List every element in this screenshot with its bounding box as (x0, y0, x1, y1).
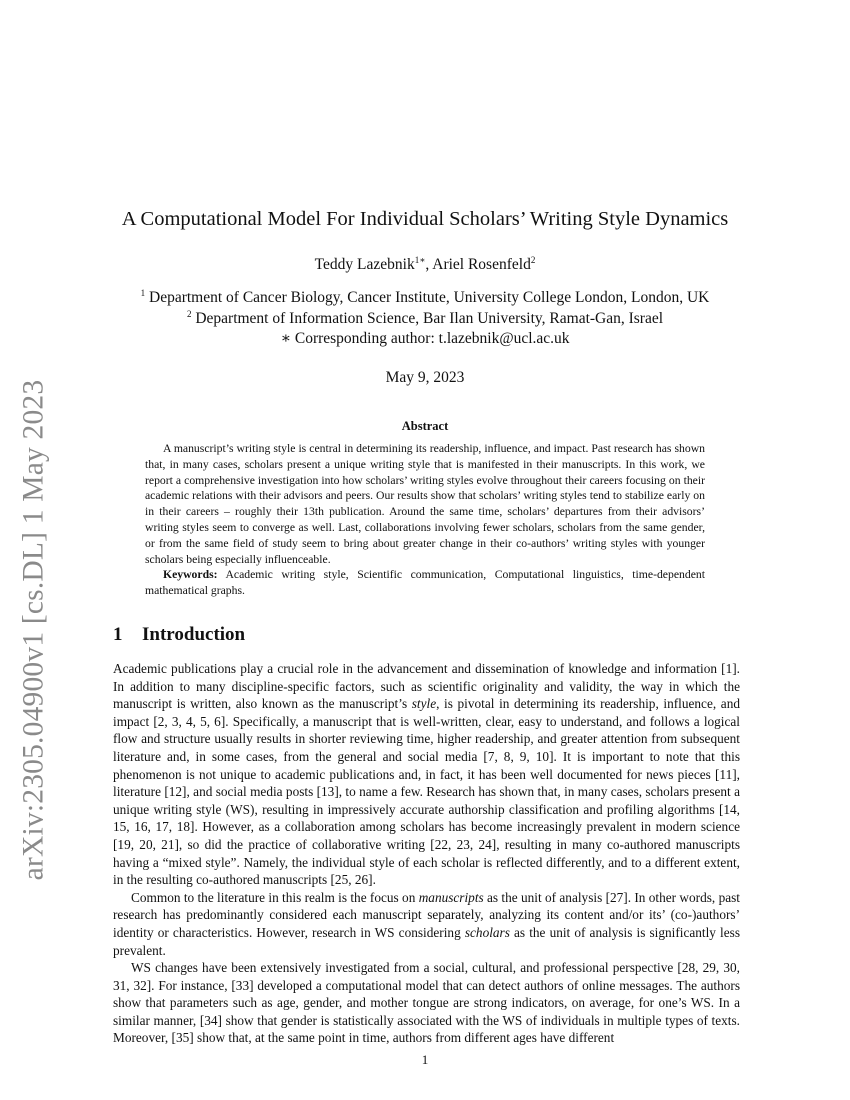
author-separator: , (425, 256, 433, 273)
paragraph (113, 889, 740, 959)
paragraph-text: Academic publications play a crucial role in the advancement and dissemination of knowledge and information [1]. In addition to many discipline-specific factors, such as scientific originality and validity, the way in which the manuscript is written, also known as the manuscript’s (113, 661, 740, 712)
author-name: Ariel Rosenfeld (432, 256, 531, 273)
author-list (0, 256, 850, 274)
paragraph-text: Common to the literature in this realm is the focus on (131, 889, 419, 905)
abstract-heading: Abstract (401, 419, 449, 433)
affiliation-text: Department of Information Science, Bar Ilan University, Ramat-Gan, Israel (191, 310, 664, 327)
affiliation (0, 328, 850, 349)
affiliation (0, 287, 850, 308)
section-number: 1 (113, 624, 123, 645)
corresponding-author: Corresponding author: t.lazebnik@ucl.ac.uk (290, 330, 570, 347)
affiliation-text: Department of Cancer Biology, Cancer Institute, University College London, London, UK (145, 289, 710, 306)
paper-date: May 9, 2023 (385, 369, 465, 386)
paragraph-text: as the unit of analysis [27]. In other words, past research has predominantly considered each manuscript separately, analyzing its content and/or its’ (co-)authors’ identity or characteristics. However, research in WS considering (113, 889, 740, 940)
abstract-text: A manuscript’s writing style is central in determining its readership, influence, and impact. Past research has shown that, in many cases, scholars present a unique writing style that is manifested in their manuscripts. In this work, we report a comprehensive investigation into how scholars’ writing styles evolve throughout their careers focusing on their academic relations with their advisors and peers. Our results show that scholars’ writing styles tend to stabilize early on in their careers – roughly their 13th publication. Around the same time, scholars’ departures from their advisors’ writing styles seem to converge as well. Last, collaborations involving fewer scholars, scholars from the same gender, or from the same field of study seem to bring about greater change in their co-authors’ writing styles with younger scholars being especially influenceable. (145, 442, 705, 566)
affiliation (0, 308, 850, 329)
paragraph-text: as the unit of analysis is significantly less prevalent. (113, 924, 740, 958)
paper-title: A Computational Model For Individual Scholars’ Writing Style Dynamics (121, 208, 729, 230)
paragraph (113, 660, 740, 889)
affiliation-mark: 2 (186, 309, 192, 319)
emphasis-text: scholars (464, 924, 510, 940)
keywords-text: Academic writing style, Scientific communication, Computational linguistics, time-dependent mathematical graphs. (145, 568, 705, 598)
paragraph: WS changes have been extensively investigated from a social, cultural, and professional perspective [28, 29, 30, 31, 32]. For instance, [33] developed a computational model that can detect authors of online messages. The authors show that parameters such as age, gender, and mother tongue are strong indicators, on average, for one’s WS. In a similar manner, [34] show that gender is statistically associated with the WS of individuals in multiple types of texts. Moreover, [35] show that, at the same point in time, authors from different ages have different (113, 960, 740, 1046)
author-affiliation-mark: 2 (530, 255, 536, 265)
body-text (113, 660, 740, 1047)
keywords-label: Keywords: (163, 568, 218, 582)
section-title: Introduction (142, 624, 246, 645)
emphasis-text: style (411, 696, 437, 712)
author-name: Teddy Lazebnik (314, 256, 415, 273)
affiliation-mark: 1 (140, 288, 146, 298)
author-affiliation-mark: 1∗ (414, 255, 426, 265)
emphasis-text: manuscripts (418, 889, 484, 905)
page-number: 1 (421, 1052, 429, 1067)
paragraph-text: , is pivotal in determining its readership, influence, and impact [2, 3, 4, 5, 6]. Specifically, a manuscript that is well-written, clear, easy to understand, and follows a logical flow and structure usually results in shorter reviewing time, higher readership, and greater attention from subsequent literature and, in some cases, from the general and social media [7, 8, 9, 10]. It is important to note that this phenomenon is not unique to academic publications and, in fact, it has been well documented for news pieces [11], literature [12], and social media posts [13], to name a few. Research has shown that, in many cases, scholars present a unique writing style (WS), resulting in impressively accurate authorship classification and profiling algorithms [14, 15, 16, 17, 18]. However, as a collaboration among scholars has become increasingly prevalent in modern science [19, 20, 21], so did the practice of collaborative writing [22, 23, 24], resulting in many co-authored manuscripts having a “mixed style”. Namely, the individual style of each scholar is reflected differently, and to a different extent, in the resulting co-authored manuscripts [25, 26]. (113, 696, 740, 888)
arxiv-identifier: arXiv:2305.04900v1 [cs.DL] 1 May 2023 (17, 379, 50, 881)
affiliation-mark: ∗ (280, 330, 291, 347)
section-heading (113, 624, 245, 646)
abstract (145, 441, 705, 599)
keywords (145, 567, 705, 599)
